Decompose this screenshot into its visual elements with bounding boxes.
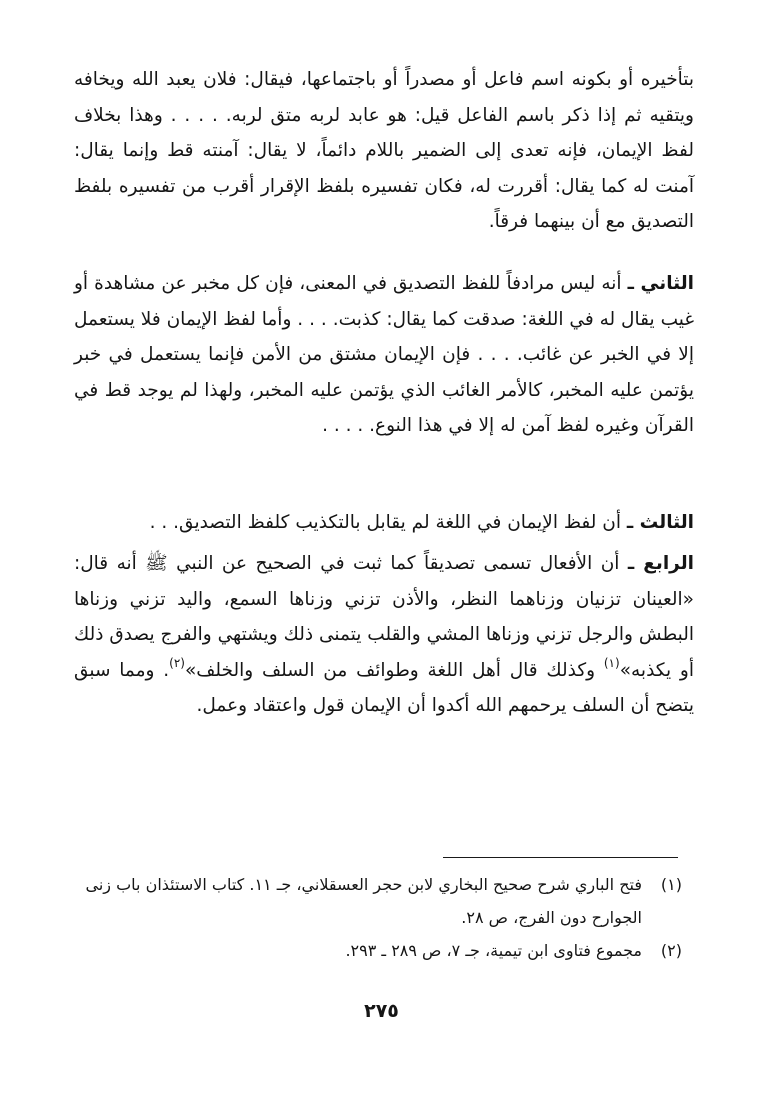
paragraph-4 <box>74 546 694 724</box>
footnote-separator <box>443 857 678 858</box>
paragraph-1-text: بتأخيره أو بكونه اسم فاعل أو مصدراً أو باجتماعها، فيقال: فلان يعبد الله ويخافه ويتقيه ثم إذا ذكر باسم الفاعل قيل: هو عابد لربه متق لربه. . . . . وهذا بخلاف لفظ الإيمان، فإنه تعدى إلى الضمير باللام دائماً، لا يقال: آمنته قط وإنما يقال: آمنت له كما يقال: أقررت له، فكان تفسيره بلفظ الإقرار أقرب من تفسيره بلفظ التصديق مع أن بينهما فرقاً. <box>74 69 694 232</box>
paragraph-4-text-c: . ومما سبق يتضح أن السلف يرحمهم الله أكدوا أن الإيمان قول واعتقاد وعمل. <box>74 659 694 716</box>
footnote-1-text: فتح الباري شرح صحيح البخاري لابن حجر العسقلاني، جـ ١١. كتاب الاستئذان باب زنى الجوارح دون الفرج، ص ٢٨. <box>85 875 642 927</box>
footnote-1 <box>74 868 682 934</box>
paragraph-4-heading: الرابع ـ <box>627 553 694 574</box>
paragraph-4-text-b: وكذلك قال أهل اللغة وطوائف من السلف والخلف» <box>184 659 604 681</box>
paragraph-2-heading: الثاني ـ <box>627 273 694 294</box>
paragraph-3 <box>74 505 694 541</box>
paragraph-1 <box>74 62 694 240</box>
paragraph-3-text: أن لفظ الإيمان في اللغة لم يقابل بالتكذيب كلفظ التصديق. . . <box>149 512 627 533</box>
footnote-ref-2[interactable]: (٢) <box>169 655 185 670</box>
footnote-1-number: (١) <box>660 875 682 894</box>
footnote-2-text: مجموع فتاوى ابن تيمية، جـ ٧، ص ٢٨٩ ـ ٢٩٣. <box>345 941 642 960</box>
footnote-ref-1[interactable]: (١) <box>603 655 620 670</box>
footnote-2-number: (٢) <box>660 941 682 960</box>
footnotes <box>74 868 682 967</box>
page-number: ٢٧٥ <box>364 1000 399 1022</box>
footnote-2 <box>74 934 682 967</box>
paragraph-2 <box>74 266 694 444</box>
paragraph-3-heading: الثالث ـ <box>626 512 694 533</box>
paragraph-4-text-a: أن الأفعال تسمى تصديقاً كما ثبت في الصحيح عن النبي ﷺ أنه قال: «العينان تزنيان وزناهما النظر، والأذن تزني وزناها السمع، واليد تزني وزناها البطش والرجل تزني وزناها المشي والقلب يتمنى ذلك ويشتهي والفرج يصدق ذلك أو يكذبه» <box>74 553 694 681</box>
paragraph-2-text: أنه ليس مرادفاً للفظ التصديق في المعنى، فإن كل مخبر عن مشاهدة أو غيب يقال له في اللغة: صدقت كما يقال: كذبت. . . . وأما لفظ الإيمان فلا يستعمل إلا في الخبر عن غائب. . . . فإن الإيمان مشتق من الأمن فإنما يستعمل في خبر يؤتمن عليه المخبر، كالأمر الغائب الذي يؤتمن عليه المخبر، ولهذا لم يوجد قط في القرآن وغيره لفظ آمن له إلا في هذا النوع. . . . . <box>74 273 694 436</box>
